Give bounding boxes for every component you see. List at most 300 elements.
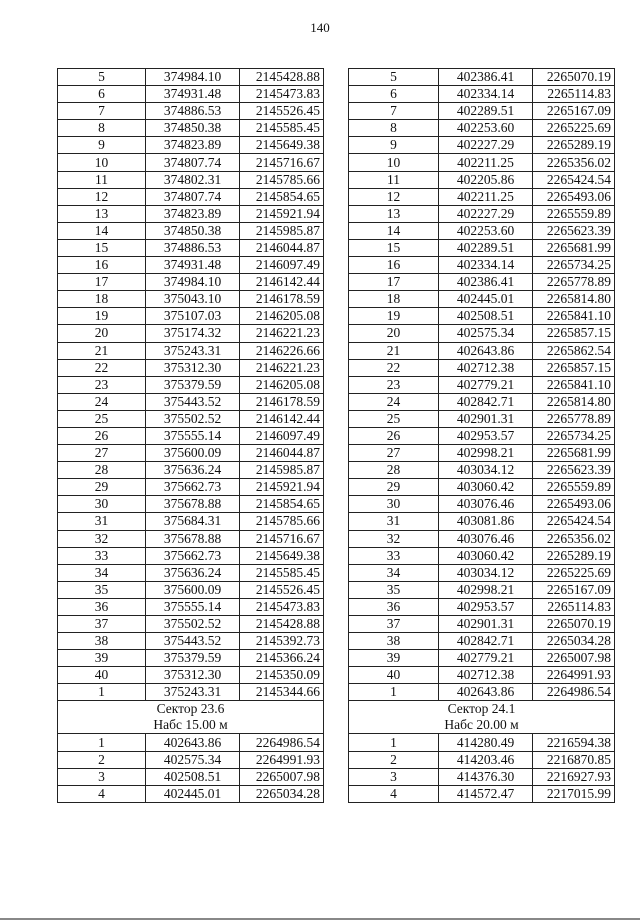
point-number: 12 — [349, 188, 439, 205]
table-row — [58, 359, 324, 376]
point-number: 8 — [58, 120, 146, 137]
x-coordinate: 402998.21 — [439, 445, 533, 462]
table-row — [58, 325, 324, 342]
point-number: 28 — [58, 462, 146, 479]
right-rows-top — [349, 69, 615, 701]
right-rows-bottom — [349, 734, 615, 802]
x-coordinate: 402779.21 — [439, 650, 533, 667]
x-coordinate: 403034.12 — [439, 462, 533, 479]
point-number: 24 — [58, 393, 146, 410]
table-row — [349, 86, 615, 103]
table-row — [349, 564, 615, 581]
table-row — [58, 154, 324, 171]
point-number: 38 — [58, 633, 146, 650]
point-number: 36 — [349, 598, 439, 615]
y-coordinate: 2265814.80 — [533, 393, 615, 410]
y-coordinate: 2146226.66 — [240, 342, 324, 359]
x-coordinate: 403060.42 — [439, 479, 533, 496]
x-coordinate: 402445.01 — [146, 785, 240, 802]
x-coordinate: 374984.10 — [146, 69, 240, 86]
x-coordinate: 375379.59 — [146, 650, 240, 667]
y-coordinate: 2265559.89 — [533, 479, 615, 496]
y-coordinate: 2146178.59 — [240, 393, 324, 410]
y-coordinate: 2265681.99 — [533, 239, 615, 256]
point-number: 1 — [58, 734, 146, 751]
point-number: 22 — [58, 359, 146, 376]
point-number: 4 — [349, 785, 439, 802]
point-number: 25 — [58, 410, 146, 427]
table-row — [58, 547, 324, 564]
x-coordinate: 402289.51 — [439, 103, 533, 120]
x-coordinate: 375107.03 — [146, 308, 240, 325]
y-coordinate: 2145344.66 — [240, 684, 324, 701]
table-row — [349, 445, 615, 462]
point-number: 7 — [58, 103, 146, 120]
x-coordinate: 402211.25 — [439, 188, 533, 205]
table-row — [349, 325, 615, 342]
table-row — [58, 120, 324, 137]
table-row — [58, 650, 324, 667]
x-coordinate: 402901.31 — [439, 616, 533, 633]
x-coordinate: 375043.10 — [146, 291, 240, 308]
left-rows-bottom — [58, 734, 324, 802]
x-coordinate: 414203.46 — [439, 751, 533, 768]
y-coordinate: 2145392.73 — [240, 633, 324, 650]
y-coordinate: 2265857.15 — [533, 325, 615, 342]
point-number: 27 — [349, 445, 439, 462]
point-number: 31 — [58, 513, 146, 530]
left-rows-top — [58, 69, 324, 701]
table-row — [58, 581, 324, 598]
point-number: 30 — [349, 496, 439, 513]
point-number: 10 — [58, 154, 146, 171]
table-row — [349, 530, 615, 547]
x-coordinate: 402508.51 — [439, 308, 533, 325]
y-coordinate: 2265007.98 — [240, 768, 324, 785]
y-coordinate: 2146044.87 — [240, 445, 324, 462]
table-row — [349, 137, 615, 154]
table-row — [58, 462, 324, 479]
x-coordinate: 402334.14 — [439, 86, 533, 103]
x-coordinate: 375600.09 — [146, 445, 240, 462]
y-coordinate: 2145921.94 — [240, 205, 324, 222]
table-row — [349, 751, 615, 768]
y-coordinate: 2265559.89 — [533, 205, 615, 222]
y-coordinate: 2146178.59 — [240, 291, 324, 308]
x-coordinate: 402842.71 — [439, 393, 533, 410]
y-coordinate: 2265424.54 — [533, 513, 615, 530]
table-row — [58, 530, 324, 547]
y-coordinate: 2264986.54 — [533, 684, 615, 701]
x-coordinate: 374850.38 — [146, 222, 240, 239]
table-row — [349, 222, 615, 239]
x-coordinate: 375684.31 — [146, 513, 240, 530]
x-coordinate: 375502.52 — [146, 410, 240, 427]
table-row — [349, 598, 615, 615]
y-coordinate: 2265857.15 — [533, 359, 615, 376]
x-coordinate: 375379.59 — [146, 376, 240, 393]
table-row — [349, 69, 615, 86]
point-number: 25 — [349, 410, 439, 427]
table-row — [58, 564, 324, 581]
y-coordinate: 2216870.85 — [533, 751, 615, 768]
table-row — [58, 205, 324, 222]
y-coordinate: 2265356.02 — [533, 154, 615, 171]
table-row — [349, 734, 615, 751]
x-coordinate: 375502.52 — [146, 616, 240, 633]
y-coordinate: 2145526.45 — [240, 581, 324, 598]
table-row — [349, 496, 615, 513]
y-coordinate: 2264986.54 — [240, 734, 324, 751]
point-number: 15 — [349, 239, 439, 256]
table-row — [349, 667, 615, 684]
y-coordinate: 2146221.23 — [240, 325, 324, 342]
point-number: 5 — [58, 69, 146, 86]
table-row — [58, 188, 324, 205]
x-coordinate: 403060.42 — [439, 547, 533, 564]
table-row — [349, 171, 615, 188]
y-coordinate: 2264991.93 — [533, 667, 615, 684]
point-number: 24 — [349, 393, 439, 410]
x-coordinate: 402386.41 — [439, 274, 533, 291]
x-coordinate: 375678.88 — [146, 496, 240, 513]
point-number: 13 — [58, 205, 146, 222]
sector-header-row — [349, 701, 615, 734]
y-coordinate: 2145585.45 — [240, 564, 324, 581]
x-coordinate: 375443.52 — [146, 633, 240, 650]
table-row — [58, 291, 324, 308]
y-coordinate: 2145473.83 — [240, 598, 324, 615]
table-row — [58, 667, 324, 684]
point-number: 29 — [58, 479, 146, 496]
y-coordinate: 2146044.87 — [240, 239, 324, 256]
x-coordinate: 402842.71 — [439, 633, 533, 650]
x-coordinate: 374807.74 — [146, 188, 240, 205]
y-coordinate: 2145921.94 — [240, 479, 324, 496]
y-coordinate: 2265681.99 — [533, 445, 615, 462]
point-number: 2 — [58, 751, 146, 768]
point-number: 5 — [349, 69, 439, 86]
table-row — [58, 496, 324, 513]
table-row — [58, 684, 324, 701]
point-number: 19 — [349, 308, 439, 325]
y-coordinate: 2264991.93 — [240, 751, 324, 768]
table-row — [58, 376, 324, 393]
x-coordinate: 403076.46 — [439, 496, 533, 513]
point-number: 7 — [349, 103, 439, 120]
point-number: 6 — [58, 86, 146, 103]
y-coordinate: 2145428.88 — [240, 616, 324, 633]
x-coordinate: 374802.31 — [146, 171, 240, 188]
point-number: 23 — [58, 376, 146, 393]
x-coordinate: 402211.25 — [439, 154, 533, 171]
point-number: 30 — [58, 496, 146, 513]
table-row — [58, 171, 324, 188]
y-coordinate: 2265114.83 — [533, 598, 615, 615]
x-coordinate: 402953.57 — [439, 598, 533, 615]
y-coordinate: 2265225.69 — [533, 120, 615, 137]
x-coordinate: 403081.86 — [439, 513, 533, 530]
y-coordinate: 2265167.09 — [533, 103, 615, 120]
table-row — [58, 257, 324, 274]
table-row — [58, 222, 324, 239]
x-coordinate: 403034.12 — [439, 564, 533, 581]
table-row — [349, 257, 615, 274]
sector-level: Набс 15.00 м — [153, 717, 228, 733]
point-number: 18 — [58, 291, 146, 308]
x-coordinate: 375312.30 — [146, 667, 240, 684]
y-coordinate: 2265623.39 — [533, 222, 615, 239]
x-coordinate: 374850.38 — [146, 120, 240, 137]
table-row — [349, 103, 615, 120]
x-coordinate: 402386.41 — [439, 69, 533, 86]
y-coordinate: 2265734.25 — [533, 427, 615, 444]
x-coordinate: 375662.73 — [146, 547, 240, 564]
point-number: 35 — [58, 581, 146, 598]
y-coordinate: 2145350.09 — [240, 667, 324, 684]
point-number: 9 — [58, 137, 146, 154]
table-row — [58, 86, 324, 103]
table-row — [349, 410, 615, 427]
y-coordinate: 2216927.93 — [533, 768, 615, 785]
table-row — [58, 751, 324, 768]
y-coordinate: 2216594.38 — [533, 734, 615, 751]
y-coordinate: 2265034.28 — [533, 633, 615, 650]
x-coordinate: 402253.60 — [439, 120, 533, 137]
table-row — [349, 274, 615, 291]
sector-header-row — [58, 701, 324, 734]
y-coordinate: 2265841.10 — [533, 376, 615, 393]
point-number: 22 — [349, 359, 439, 376]
point-number: 28 — [349, 462, 439, 479]
table-row — [58, 274, 324, 291]
x-coordinate: 375636.24 — [146, 564, 240, 581]
x-coordinate: 374931.48 — [146, 86, 240, 103]
x-coordinate: 402998.21 — [439, 581, 533, 598]
x-coordinate: 402445.01 — [439, 291, 533, 308]
point-number: 13 — [349, 205, 439, 222]
table-row — [349, 427, 615, 444]
table-row — [58, 768, 324, 785]
table-row — [58, 239, 324, 256]
table-row — [349, 154, 615, 171]
table-row — [349, 547, 615, 564]
table-row — [349, 359, 615, 376]
y-coordinate: 2265007.98 — [533, 650, 615, 667]
x-coordinate: 402953.57 — [439, 427, 533, 444]
coordinates-table-right — [348, 68, 615, 803]
sector-name: Сектор 24.1 — [447, 701, 516, 717]
page-number: 140 — [310, 20, 330, 35]
point-number: 2 — [349, 751, 439, 768]
y-coordinate: 2145649.38 — [240, 137, 324, 154]
table-row — [349, 768, 615, 785]
point-number: 26 — [58, 427, 146, 444]
x-coordinate: 374807.74 — [146, 154, 240, 171]
point-number: 20 — [58, 325, 146, 342]
point-number: 14 — [349, 222, 439, 239]
table-row — [349, 205, 615, 222]
sector-level: Набс 20.00 м — [444, 717, 519, 733]
x-coordinate: 402712.38 — [439, 667, 533, 684]
point-number: 10 — [349, 154, 439, 171]
table-row — [58, 479, 324, 496]
table-row — [349, 581, 615, 598]
point-number: 17 — [349, 274, 439, 291]
point-number: 36 — [58, 598, 146, 615]
x-coordinate: 374886.53 — [146, 239, 240, 256]
y-coordinate: 2265778.89 — [533, 274, 615, 291]
x-coordinate: 402205.86 — [439, 171, 533, 188]
y-coordinate: 2146205.08 — [240, 308, 324, 325]
point-number: 1 — [349, 684, 439, 701]
y-coordinate: 2146205.08 — [240, 376, 324, 393]
point-number: 6 — [349, 86, 439, 103]
table-row — [349, 291, 615, 308]
table-row — [58, 734, 324, 751]
point-number: 20 — [349, 325, 439, 342]
point-number: 9 — [349, 137, 439, 154]
x-coordinate: 402334.14 — [439, 257, 533, 274]
x-coordinate: 375555.14 — [146, 427, 240, 444]
point-number: 29 — [349, 479, 439, 496]
x-coordinate: 402253.60 — [439, 222, 533, 239]
table-row — [349, 513, 615, 530]
point-number: 21 — [349, 342, 439, 359]
table-row — [58, 342, 324, 359]
y-coordinate: 2145428.88 — [240, 69, 324, 86]
x-coordinate: 374931.48 — [146, 257, 240, 274]
x-coordinate: 402779.21 — [439, 376, 533, 393]
y-coordinate: 2265862.54 — [533, 342, 615, 359]
point-number: 27 — [58, 445, 146, 462]
y-coordinate: 2145985.87 — [240, 462, 324, 479]
point-number: 32 — [58, 530, 146, 547]
x-coordinate: 402643.86 — [146, 734, 240, 751]
table-row — [349, 479, 615, 496]
point-number: 33 — [349, 547, 439, 564]
table-row — [58, 513, 324, 530]
point-number: 35 — [349, 581, 439, 598]
y-coordinate: 2265814.80 — [533, 291, 615, 308]
x-coordinate: 374823.89 — [146, 205, 240, 222]
point-number: 31 — [349, 513, 439, 530]
y-coordinate: 2265289.19 — [533, 547, 615, 564]
table-row — [349, 120, 615, 137]
table-row — [58, 393, 324, 410]
x-coordinate: 375636.24 — [146, 462, 240, 479]
x-coordinate: 403076.46 — [439, 530, 533, 547]
y-coordinate: 2265289.19 — [533, 137, 615, 154]
point-number: 15 — [58, 239, 146, 256]
y-coordinate: 2265778.89 — [533, 410, 615, 427]
table-row — [58, 616, 324, 633]
point-number: 34 — [349, 564, 439, 581]
point-number: 38 — [349, 633, 439, 650]
point-number: 8 — [349, 120, 439, 137]
point-number: 14 — [58, 222, 146, 239]
y-coordinate: 2145716.67 — [240, 154, 324, 171]
point-number: 19 — [58, 308, 146, 325]
x-coordinate: 402227.29 — [439, 205, 533, 222]
table-row — [349, 308, 615, 325]
table-row — [349, 393, 615, 410]
y-coordinate: 2265356.02 — [533, 530, 615, 547]
point-number: 40 — [349, 667, 439, 684]
y-coordinate: 2265623.39 — [533, 462, 615, 479]
x-coordinate: 402643.86 — [439, 684, 533, 701]
point-number: 16 — [58, 257, 146, 274]
y-coordinate: 2145985.87 — [240, 222, 324, 239]
y-coordinate: 2265424.54 — [533, 171, 615, 188]
y-coordinate: 2265493.06 — [533, 188, 615, 205]
table-row — [58, 69, 324, 86]
table-row — [349, 684, 615, 701]
x-coordinate: 414572.47 — [439, 785, 533, 802]
point-number: 40 — [58, 667, 146, 684]
table-row — [58, 427, 324, 444]
y-coordinate: 2146097.49 — [240, 257, 324, 274]
x-coordinate: 374984.10 — [146, 274, 240, 291]
sector-header — [58, 701, 324, 734]
point-number: 23 — [349, 376, 439, 393]
y-coordinate: 2145785.66 — [240, 513, 324, 530]
bottom-rule — [0, 918, 640, 920]
point-number: 39 — [349, 650, 439, 667]
point-number: 1 — [349, 734, 439, 751]
x-coordinate: 402575.34 — [146, 751, 240, 768]
y-coordinate: 2265225.69 — [533, 564, 615, 581]
y-coordinate: 2145649.38 — [240, 547, 324, 564]
y-coordinate: 2145854.65 — [240, 496, 324, 513]
x-coordinate: 375678.88 — [146, 530, 240, 547]
table-row — [58, 308, 324, 325]
y-coordinate: 2265034.28 — [240, 785, 324, 802]
y-coordinate: 2265114.83 — [533, 86, 615, 103]
point-number: 21 — [58, 342, 146, 359]
y-coordinate: 2265070.19 — [533, 69, 615, 86]
table-row — [349, 376, 615, 393]
point-number: 11 — [58, 171, 146, 188]
point-number: 39 — [58, 650, 146, 667]
point-number: 1 — [58, 684, 146, 701]
y-coordinate: 2217015.99 — [533, 785, 615, 802]
x-coordinate: 402575.34 — [439, 325, 533, 342]
x-coordinate: 375600.09 — [146, 581, 240, 598]
x-coordinate: 374886.53 — [146, 103, 240, 120]
y-coordinate: 2265841.10 — [533, 308, 615, 325]
x-coordinate: 375443.52 — [146, 393, 240, 410]
point-number: 32 — [349, 530, 439, 547]
table-row — [349, 239, 615, 256]
table-row — [349, 650, 615, 667]
x-coordinate: 402712.38 — [439, 359, 533, 376]
table-row — [58, 598, 324, 615]
point-number: 4 — [58, 785, 146, 802]
y-coordinate: 2145716.67 — [240, 530, 324, 547]
point-number: 3 — [349, 768, 439, 785]
y-coordinate: 2145366.24 — [240, 650, 324, 667]
x-coordinate: 374823.89 — [146, 137, 240, 154]
x-coordinate: 402901.31 — [439, 410, 533, 427]
table-row — [58, 410, 324, 427]
y-coordinate: 2265167.09 — [533, 581, 615, 598]
y-coordinate: 2145473.83 — [240, 86, 324, 103]
table-row — [349, 633, 615, 650]
table-row — [58, 137, 324, 154]
table-row — [349, 462, 615, 479]
point-number: 33 — [58, 547, 146, 564]
